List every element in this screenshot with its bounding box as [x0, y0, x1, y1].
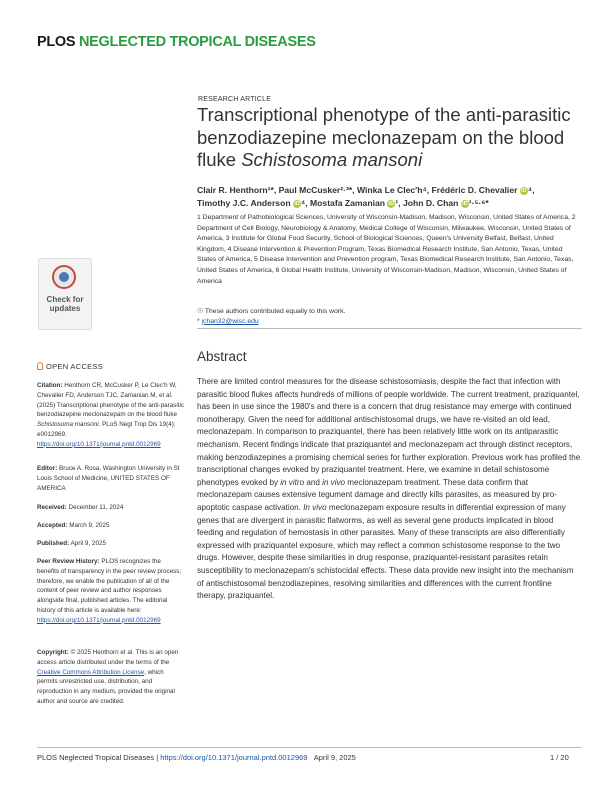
page-number: 1 / 20	[550, 753, 569, 762]
peer-review-block	[37, 557, 184, 626]
abstract-italic-3: In vivo	[303, 502, 327, 512]
journal-masthead	[37, 34, 316, 50]
copyright-block	[37, 648, 184, 707]
citation-tail: . PLoS Negl Trop Dis 19(4): e0012969.	[37, 421, 176, 438]
corresponding-email-line	[197, 317, 582, 327]
orcid-icon[interactable]: iD	[521, 187, 527, 194]
authors-line2-b: ⁴, Mostafa Zamanian	[300, 198, 385, 208]
journal-name: NEGLECTED TROPICAL DISEASES	[79, 34, 316, 50]
open-access-text: OPEN ACCESS	[46, 362, 104, 371]
received-text: December 11, 2024	[66, 504, 124, 511]
section-divider	[197, 328, 582, 329]
abstract-italic-2: in vivo	[322, 477, 346, 487]
authors-line1: Clair R. Henthorn¹*, Paul McCusker²·³*, Winka Le Clec'h⁴, Frédéric D. Chevalier	[197, 185, 518, 195]
copyright-label: Copyright:	[37, 649, 69, 656]
editor-block	[37, 464, 184, 493]
peer-review-text: PLOS recognizes the benefits of transparency in the peer review process; therefore, we enable the publication of all of the content of peer review and author responses alongside final, published articles. The editorial history of this article is available here:	[37, 558, 182, 614]
citation-species: Schistosoma mansoni	[37, 421, 99, 429]
citation-text: Henthorn CR, McCusker P, Le Clec'h W, Chevalier FD, Anderson TJC, Zamanian M, et al. (2025) Transcriptional phenotype of the anti-parasitic benzodiazepine meclonazepam on the blood fluke	[37, 382, 185, 419]
article-title	[197, 104, 582, 172]
article-title-species: Schistosoma mansoni	[241, 149, 423, 170]
email-star: *	[197, 317, 202, 325]
check-for-updates-button[interactable]	[38, 258, 92, 330]
accepted-text: March 9, 2025	[67, 522, 110, 529]
affiliations: 1 Department of Pathobiological Sciences, University of Wisconsin-Madison, Madison, Wisconsin, United States of America, 2 Department of Cell Biology, Neurobiology & Anatomy, Medical College of Wisconsin, Milwaukee, Wisconsin, United States of America, 3 Institute for Global Food Security, School of Biological Sciences, Queen's University Belfast, Belfast, United Kingdom, 4 Disease Intervention & Prevention Program, Texas Biomedical Research Institute, San Antonio, Texas, United States of America, 5 Disease Intervention and Prevention program, Texas Biomedical Research Institute, San Antonio, Texas, United States of America, 6 Global Health Institute, University of Wisconsin-Madison, Madison, Wisconsin, United States of America	[197, 214, 576, 285]
authors-line2: Timothy J.C. Anderson	[197, 198, 291, 208]
author-list	[197, 184, 582, 210]
abstract-italic-1: in vitro	[280, 477, 305, 487]
published-date	[37, 539, 184, 549]
abstract-body	[197, 376, 582, 603]
orcid-icon[interactable]: iD	[388, 200, 395, 207]
authors-line1-tail: ⁴,	[527, 185, 535, 195]
accepted-label: Accepted:	[37, 522, 68, 529]
corresponding-email-link[interactable]: jchan32@wisc.edu	[201, 317, 259, 325]
published-text: April 9, 2025	[69, 540, 106, 547]
authors-line2-d: ¹·⁵·⁶*	[468, 198, 489, 208]
article-type: RESEARCH ARTICLE	[198, 96, 272, 103]
received-label: Received:	[37, 504, 67, 511]
author-notes	[197, 307, 582, 326]
published-label: Published:	[37, 540, 70, 547]
abstract-heading: Abstract	[197, 349, 247, 364]
article-title-main: Transcriptional phenotype of the anti-parasitic benzodiazepine meclonazepam on the blood fluke	[197, 104, 571, 170]
license-link[interactable]: Creative Commons Attribution License	[37, 668, 145, 676]
check-for-updates-label: Check for updates	[46, 295, 84, 313]
open-access-label	[37, 362, 103, 371]
received-date	[37, 503, 184, 513]
abstract-text-1: There are limited control measures for the disease schistosomiasis, despite the fact that infection with parasitic blood flukes affects hundreds of millions of people worldwide. The current treatment, praziquantel, has been in use since the 1980's and there is a concern that drug resistance may emerge with continued monotherapy. Given the need for additional antischistosomal drugs, we have re-visited an old lead, meclonazepam. In comparison to praziquantel, there has been relatively little work on its antiparasitic mechanism. Recent findings indicate that praziquantel and meclonazepam act through distinct receptors, making benzodiazepines a promising chemical series for further exploration. Previous work has profiled the transcriptional changes evoked by praziquantel treatment. Here, we examine in detail schistosome phenotypes evoked by	[197, 377, 581, 487]
journal-plos: PLOS	[37, 34, 76, 50]
peer-review-link[interactable]: https://doi.org/10.1371/journal.pntd.0012969	[37, 616, 161, 624]
page-footer	[37, 753, 356, 762]
footer-date: April 9, 2025	[313, 753, 356, 762]
citation-block	[37, 381, 184, 450]
check-for-updates-icon	[52, 265, 76, 289]
citation-doi-link[interactable]: https://doi.org/10.1371/journal.pntd.0012969	[37, 440, 161, 448]
footer-doi-link[interactable]: https://doi.org/10.1371/journal.pntd.0012969	[160, 753, 308, 762]
abstract-paragraph	[197, 376, 582, 603]
accepted-date	[37, 521, 184, 531]
authors-line2-c: ¹, John D. Chan	[395, 198, 459, 208]
copyright-text: © 2025 Henthorn et al. This is an open access article distributed under the terms of the	[37, 649, 179, 666]
open-lock-icon	[37, 362, 43, 370]
orcid-icon[interactable]: iD	[294, 200, 300, 207]
abstract-text-4: meclonazepam exposure results in differential expression of many genes that are divergent in parasitic flatworms, as well as several gene products implicated in blood feeding and regulation of hemostasis in other parasites. Many of these transcripts are also differentially expressed with praziquantel exposure, which may reflect a common schistosome response to the two drugs. However, despite these similarities in drug response, praziquantel-resistant parasites retain susceptibility to meclonazepam's schistocidal effects. These data provide new insight into the mechanism of antischistosomal benzodiazepines, resolving similarities and differences with the current frontline therapy, praziquantel.	[197, 502, 574, 601]
abstract-text-2: and	[304, 477, 323, 487]
peer-review-label: Peer Review History:	[37, 558, 100, 565]
editor-text: Bruce A. Rosa, Washington University in St Louis School of Medicine, UNITED STATES OF AMERICA	[37, 465, 180, 492]
footer-journal: PLOS Neglected Tropical Diseases |	[37, 753, 161, 762]
equal-contribution-note: ☉ These authors contributed equally to this work.	[197, 308, 346, 315]
copyright-tail: , which permits unrestricted use, distribution, and reproduction in any medium, provided the original author and source are credited.	[37, 668, 175, 705]
editor-label: Editor:	[37, 465, 58, 472]
orcid-icon[interactable]: iD	[462, 200, 468, 207]
abstract-text-3: meclonazepam treatment. These data confirm that meclonazepam causes extensive tegument damage and directly kills parasites, as measured by pro-apoptotic caspase activation.	[197, 477, 557, 512]
citation-label: Citation:	[37, 382, 63, 389]
footer-divider	[37, 747, 582, 748]
